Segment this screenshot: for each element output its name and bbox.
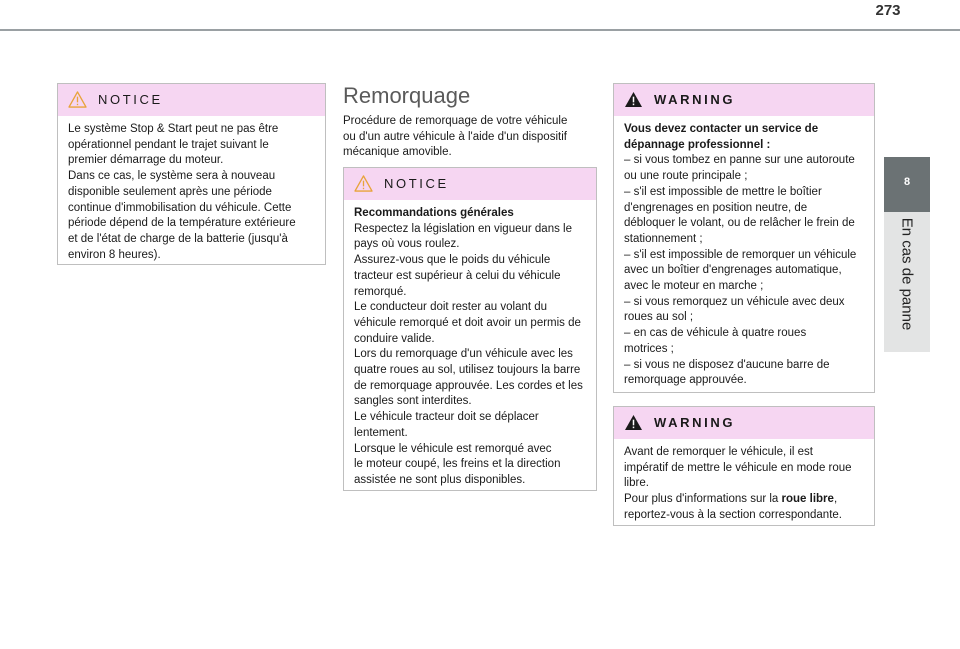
warning-body (614, 116, 874, 389)
warning-body (614, 439, 874, 524)
warning-text-end: , reportez-vous à la section correspondante. (624, 493, 842, 521)
warning-text-start: Avant de remorquer le véhicule, il est impératif de mettre le véhicule en mode roue libre. Pour plus d'informations sur la (624, 446, 852, 506)
chapter-tab[interactable] (884, 157, 930, 212)
notice-header (344, 168, 596, 200)
notice-box-towing (343, 167, 597, 491)
notice-box-stop-start (57, 83, 326, 265)
section-intro: Procédure de remorquage de votre véhicule ou d'un autre véhicule à l'aide d'un dispositif mécanique amovible. (343, 115, 568, 159)
page-number: 273 (875, 2, 901, 19)
warning-box-professional (613, 83, 875, 393)
notice-heading: NOTICE (384, 176, 449, 191)
warning-triangle-icon (68, 91, 87, 108)
notice-body: Le système Stop & Start peut ne pas être opérationnel pendant le trajet suivant le premier démarrage du moteur. Dans ce cas, le système sera à nouveau disponible seulement après une période continue d'immobilisation du véhicule. Cette période dépend de la température extérieure et de l'état de charge de la batterie (jusqu'à environ 8 heures). (68, 123, 296, 261)
notice-header (58, 84, 325, 116)
chapter-title: En cas de panne (898, 217, 916, 331)
header-rule (0, 29, 960, 31)
warning-subheading: Vous devez contacter un service de dépannage professionnel : (624, 123, 819, 151)
warning-box-freewheel (613, 406, 875, 526)
chapter-number: 8 (903, 176, 911, 188)
warning-text: – si vous tombez en panne sur une autoroute ou une route principale ; – s'il est impossible de mettre le boîtier d'engrenages en position neutre, de débloquer le volant, ou de relâcher le frein de stationnement ; – s'il est impossible de remorquer un véhicule avec un boîtier d'engrenages automatique, avec le moteur en marche ; – si vous remorquez un véhicule avec deux roues au sol ; – en cas de véhicule à quatre roues motrices ; – si vous ne disposez d'aucune barre de remorquage approuvée. (624, 154, 857, 387)
warning-triangle-icon (624, 414, 643, 431)
warning-triangle-icon (354, 175, 373, 192)
warning-header (614, 84, 874, 116)
notice-subheading: Recommandations générales (354, 207, 514, 219)
notice-body (344, 200, 596, 489)
warning-heading: WARNING (654, 415, 736, 430)
notice-text: Respectez la législation en vigueur dans le pays où vous roulez. Assurez-vous que le poids du véhicule tracteur est supérieur à celui du véhicule remorqué. Le conducteur doit rester au volant du véhicule remorqué et doit avoir un permis de conduire valide. Lors du remorquage d'un véhicule avec les quatre roues au sol, utilisez toujours la barre de remorquage approuvée. Les cordes et les sangles sont interdites. Le véhicule tracteur doit se déplacer lentement. Lorsque le véhicule est remorqué avec le moteur coupé, les freins et la direction assistée ne sont plus disponibles. (354, 222, 583, 486)
section-title: Remorquage (343, 83, 471, 108)
warning-text-strong: roue libre (781, 493, 834, 506)
warning-triangle-icon (624, 91, 643, 108)
warning-header (614, 407, 874, 439)
warning-heading: WARNING (654, 92, 736, 107)
notice-heading: NOTICE (98, 92, 163, 107)
